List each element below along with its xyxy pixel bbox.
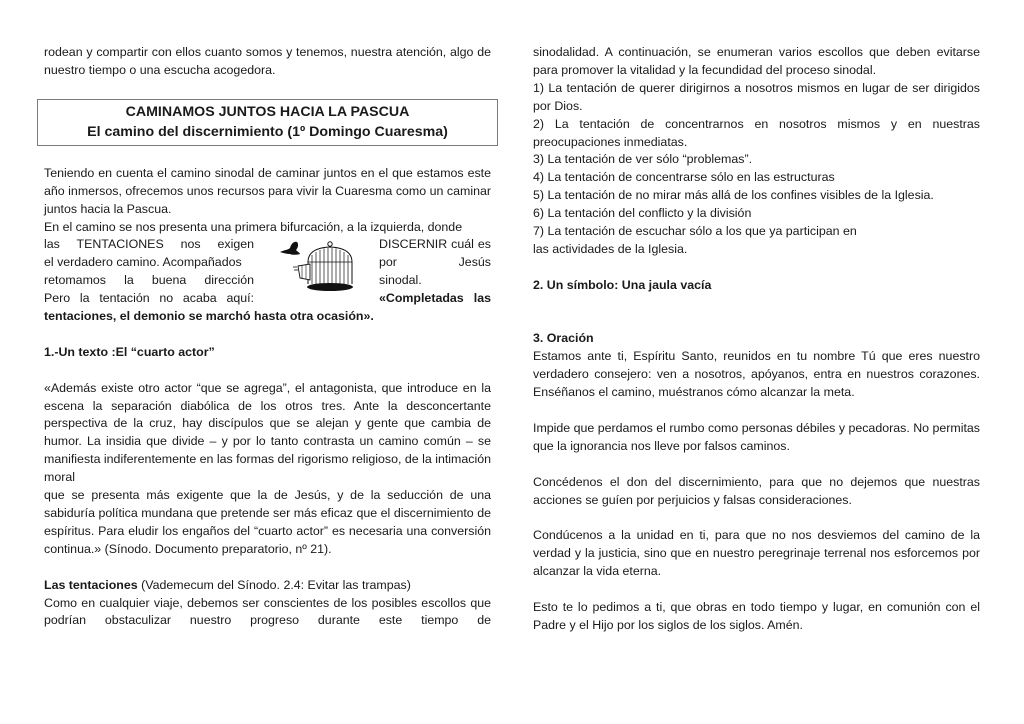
title-box	[37, 99, 498, 146]
temptation-item: 6) La tentación del conflicto y la división	[533, 206, 752, 221]
wrap-row-left: las TENTACIONES nos exigen	[44, 237, 254, 252]
wrap-row-left: el verdadero camino. Acompañados	[44, 255, 242, 270]
section-3-heading: 3. Oración	[533, 331, 594, 346]
image-wrap-area	[44, 236, 491, 308]
section-2-heading: 2. Un símbolo: Una jaula vacía	[533, 277, 712, 292]
temptation-item: 7) La tentación de escuchar sólo a los que ya participan en	[533, 224, 857, 239]
wrap-row-left: retomamos la buena dirección	[44, 273, 254, 288]
section-1-heading: 1.-Un texto :El “cuarto actor”	[44, 344, 215, 359]
prayer-paragraph: Esto te lo pedimos a ti, que obras en todo tiempo y lugar, en comunión con el Padre y el Hijo por los siglos de los siglos. Amén.	[533, 599, 980, 632]
temptation-item: las actividades de la Iglesia.	[533, 241, 688, 256]
title-line-2: El camino del discernimiento (1º Domingo Cuaresma)	[87, 123, 448, 140]
right-column	[533, 44, 980, 635]
prayer-paragraph: Concédenos el don del discernimiento, para que no dejemos que nuestras acciones se guíen por perjuicios y falsas consideraciones.	[533, 474, 980, 507]
temptations-heading-bold: Las tentaciones	[44, 577, 138, 592]
temptation-item: 3) La tentación de ver sólo “problemas”.	[533, 152, 753, 167]
wrap-row-right: DISCERNIR cuál es	[379, 237, 491, 252]
temptation-item: 4) La tentación de concentrarse sólo en las estructuras	[533, 170, 835, 185]
wrap-row-right: «Completadas las	[379, 291, 491, 306]
temptations-intro: Como en cualquier viaje, debemos ser conscientes de los posibles escollos que podrían obstaculizar nuestro progreso durante este tiempo de	[44, 595, 491, 628]
prayer-paragraph: Condúcenos a la unidad en ti, para que no nos desviemos del camino de la verdad y la justicia, sino que en nuestro peregrinaje terrenal nos esforcemos por alcanzar la vida eterna.	[533, 528, 980, 579]
bold-quote-end: tentaciones, el demonio se marchó hasta otra ocasión».	[44, 309, 374, 324]
intro-sinodal-paragraph: Teniendo en cuenta el camino sinodal de caminar juntos en el que estamos este año inmersos, ofrecemos unos recursos para vivir la Cuaresma como un caminar juntos hacia la Pascua.	[44, 165, 491, 216]
wrap-row-right: sinodal.	[379, 273, 422, 288]
wrap-row	[44, 236, 491, 254]
bifurcation-line: En el camino se nos presenta una primera bifurcación, a la izquierda, donde	[44, 219, 463, 234]
wrap-row	[44, 254, 491, 272]
wrap-row-left: Pero la tentación no acaba aquí:	[44, 291, 254, 306]
intro-paragraph: rodean y compartir con ellos cuanto somos y tenemos, nuestra atención, algo de nuestro tiempo o una escucha acogedora.	[44, 45, 491, 77]
temptations-intro-continued: sinodalidad. A continuación, se enumeran varios escollos que deben evitarse para promover la vitalidad y la fecundidad del proceso sinodal.	[533, 45, 980, 77]
title-line-1: CAMINAMOS JUNTOS HACIA LA PASCUA	[125, 103, 410, 120]
temptation-item: 5) La tentación de no mirar más allá de los confines visibles de la Iglesia.	[533, 188, 934, 203]
wrap-row	[44, 272, 491, 290]
temptations-heading-source: (Vademecum del Sínodo. 2.4: Evitar las trampas)	[137, 577, 411, 592]
prayer-paragraph: Estamos ante ti, Espíritu Santo, reunidos en tu nombre Tú que eres nuestro verdadero consejero: ven a nosotros, apóyanos, entra en nuestros corazones. Enséñanos el camino, muéstranos cómo alcanzar la meta.	[533, 349, 980, 400]
bird-leaving-empty-cage-icon	[278, 240, 354, 296]
section-1-quote: «Además existe otro actor “que se agrega”, el antagonista, que introduce en la escena la separación diabólica de los otros tres. Ante la desconcertante perspectiva de la cruz, hay discípulos que se alejan y gente que cambia de humor. La insidia que divide – y por lo tanto contrasta un camino común – se manifiesta indiferentemente en las formas del rigorismo religioso, de la intimación moral	[44, 380, 491, 485]
temptations-heading	[44, 577, 491, 595]
section-1-quote-continued: que se presenta más exigente que la de Jesús, y de la seducción de una sabiduría política mundana que pretende ser más eficaz que el discernimiento de espíritus. Para eludir los engaños del “cuarto actor” es necesaria una conversión continua.» (Sínodo. Documento preparatorio, nº 21).	[44, 488, 491, 556]
temptation-item: 1) La tentación de querer dirigirnos a nosotros mismos en lugar de ser dirigidos por Dios.	[533, 80, 980, 113]
temptations-list	[533, 80, 980, 259]
prayer-paragraph: Impide que perdamos el rumbo como personas débiles y pecadoras. No permitas que la ignorancia nos lleve por falsos caminos.	[533, 420, 980, 453]
left-column	[44, 44, 491, 630]
wrap-row	[44, 290, 491, 308]
wrap-row-right: por Jesús	[379, 255, 491, 270]
temptation-item: 2) La tentación de concentrarnos en nosotros mismos y en nuestras preocupaciones inmediatas.	[533, 116, 980, 149]
